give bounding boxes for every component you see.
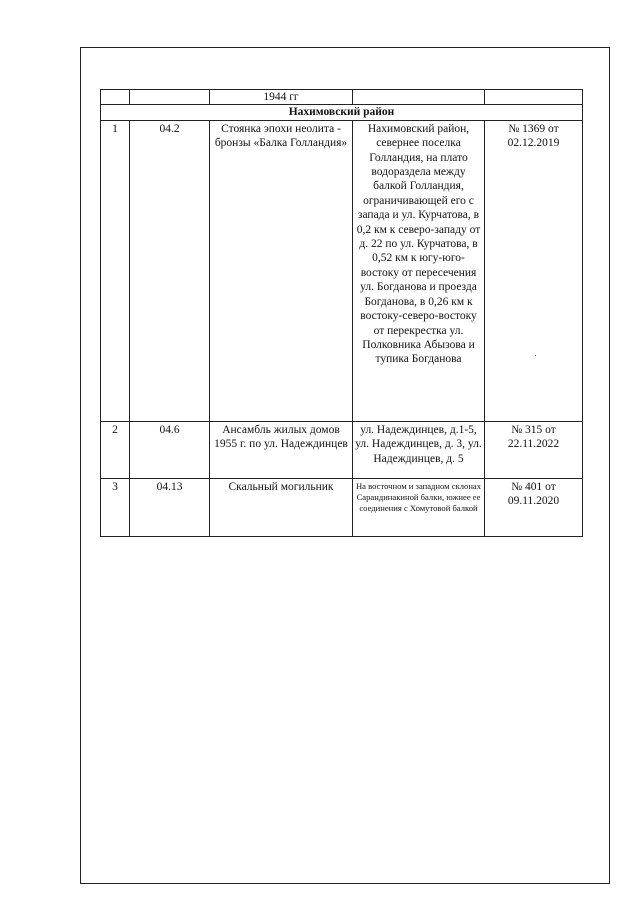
row-number: 3: [101, 478, 130, 536]
table-row: [101, 478, 583, 536]
year-cell: 1944 гг: [210, 90, 353, 105]
row-number: 1: [101, 120, 130, 421]
document-reference: № 315 от 22.11.2022: [485, 421, 583, 478]
empty-cell: [485, 90, 583, 105]
district-header-row: [101, 105, 583, 120]
object-location: ул. Надеждинцев, д.1-5, ул. Надеждинцев, д. 3, ул. Надеждинцев, д. 5: [353, 421, 485, 478]
document-reference: № 1369 от 02.12.2019: [485, 120, 583, 421]
object-code: 04.13: [130, 478, 210, 536]
empty-cell: [130, 90, 210, 105]
table-row: [101, 421, 583, 478]
object-name: Ансамбль жилых домов 1955 г. по ул. Надеждинцев: [210, 421, 353, 478]
document-reference: № 401 от 09.11.2020: [485, 478, 583, 536]
object-name: Скальный могильник: [210, 478, 353, 536]
row-number: 2: [101, 421, 130, 478]
empty-cell: [101, 90, 130, 105]
object-code: 04.6: [130, 421, 210, 478]
object-location-small: [353, 478, 485, 536]
heritage-registry-table: [100, 89, 583, 537]
table-row: [101, 120, 583, 421]
object-name: Стоянка эпохи неолита - бронзы «Балка Голландия»: [210, 120, 353, 421]
empty-cell: [353, 90, 485, 105]
object-location-text: На восточном и западном склонах Сарандинакиной балки, южнее ее соединения с Хомутовой балкой: [355, 480, 482, 513]
object-location: Нахимовский район, севернее поселка Голландия, на плато водораздела между балкой Голландия, ограничивающей его с запада и ул. Курчатова, в 0,2 км к северо-западу от д. 22 по ул. Курчатова, в 0,52 км к югу-юго-востоку от пересечения ул. Богданова и проезда Богданова, в 0,26 км к востоку-северо-востоку от перекрестка ул. Полковника Абызова и тупика Богданова: [353, 120, 485, 421]
object-code: 04.2: [130, 120, 210, 421]
district-title: Нахимовский район: [101, 105, 583, 120]
table-row: [101, 90, 583, 105]
